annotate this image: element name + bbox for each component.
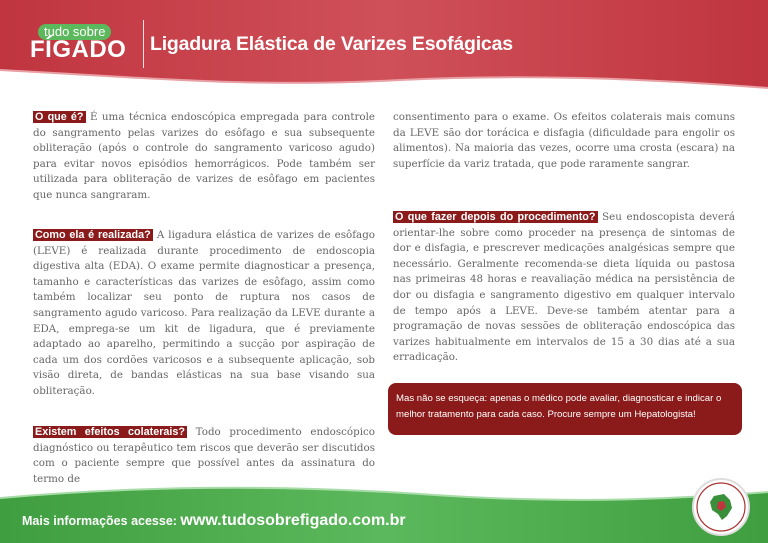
section-after: [393, 210, 735, 366]
body-side-effects-continued: consentimento para o exame. Os efeitos colaterais mais comuns da LEVE são dor torácica e disfagia (dificuldade para engolir os alimentos). Na maioria das vezes, ocorre uma crosta (escara) na superfície da variz tratada, que pode raramente sangrar.: [393, 111, 735, 170]
body-after: Seu endoscopista deverá orientar-lhe sobre como proceder na presença de sintomas de dor e disfagia, e prescrever medicações analgésicas sempre que necessário. Geralmente recomenda-se dieta líquida ou pastosa nas primeiras 48 horas e reavaliação médica na persistência de dor ou disfagia e sangramento digestivo em qualquer intervalo de tempo após a LEVE. Deve-se também atentar para a programação de novas sessões de obliteração endoscópica das varizes habitualmente em intervalos de 15 a 30 dias até a sua erradicação.: [393, 211, 736, 364]
page-title: Ligadura Elástica de Varizes Esofágicas: [150, 33, 513, 55]
body-what: É uma técnica endoscópica empregada para controle do sangramento pelas varizes do esôfago e sua subsequente obliteração (após o controle do sangramento varicoso agudo) para evitar novos episódios hemorrágicos. Pode também ser utilizada para obliteração de varizes de esôfago em pacientes que nunca sangraram.: [33, 111, 375, 201]
heading-how: Como ela é realizada?: [35, 229, 151, 241]
header-banner: [0, 0, 768, 100]
heading-side-effects: Existem efeitos colaterais?: [35, 426, 186, 438]
logo-tagline: tudo sobre: [38, 24, 111, 40]
header-divider: [143, 20, 144, 68]
society-seal-logo: [692, 478, 750, 536]
body-how: A ligadura elástica de varizes de esôfago (LEVE) é realizada durante procedimento de endoscopia digestiva alta (EDA). O exame permite diagnosticar a presença, tamanho e características das varizes de esôfago, assim como também localizar seu ponto de ruptura nos casos de sangramento agudo varicoso. Para realização da LEVE durante a EDA, emprega-se um kit de ligadura, que é previamente adaptado ao aparelho, permitindo a sucção por aspiração de cada um dos cordões varicosos e a subsequente aplicação, sob visão direta, de bandas elásticas na sua base visando sua obliteração.: [33, 229, 375, 397]
body-side-effects: Todo procedimento endoscópico diagnóstico ou terapêutico tem riscos que deverão ser discutidos com o paciente sempre que possível antes da assinatura do termo de: [33, 426, 375, 485]
section-side-effects-continued: [393, 110, 735, 172]
heading-what: O que é?: [35, 111, 84, 123]
section-how: [33, 228, 375, 400]
footer-banner: [0, 470, 768, 543]
heading-after: O que fazer depois do procedimento?: [395, 211, 596, 223]
footer-wave: [0, 470, 768, 543]
society-seal-icon: [694, 480, 748, 534]
doctor-notice-box: Mas não se esqueça: apenas o médico pode avaliar, diagnosticar e indicar o melhor tratamento para cada caso. Procure sempre um Hepatologista!: [388, 383, 742, 435]
footer-label: Mais informações acesse:: [22, 514, 181, 528]
logo-wordmark: FÍGADO: [30, 36, 127, 63]
footer-url: www.tudosobrefigado.com.br: [180, 512, 406, 529]
footer-link[interactable]: [22, 512, 406, 530]
section-what: [33, 110, 375, 204]
